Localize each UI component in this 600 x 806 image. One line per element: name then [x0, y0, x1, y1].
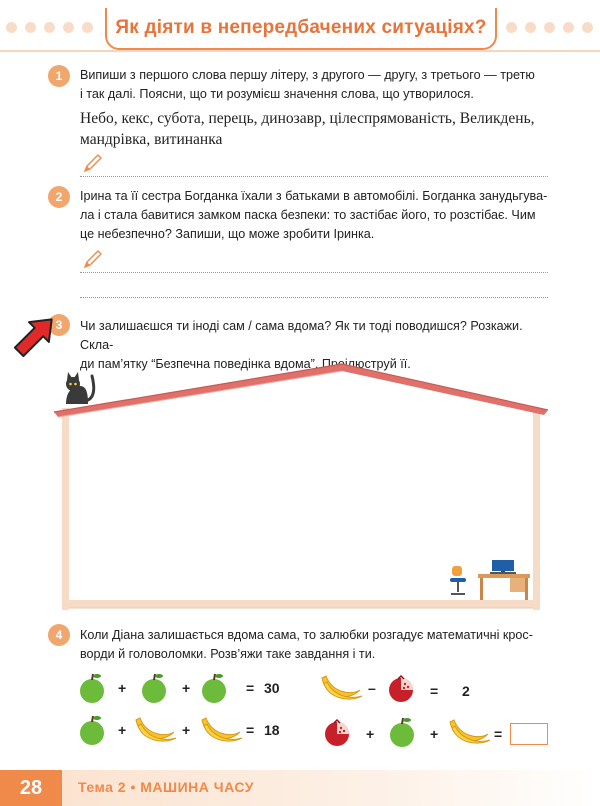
result-18: 18 [264, 722, 280, 738]
task-3-number: 3 [48, 314, 70, 336]
task-4-number: 4 [48, 624, 70, 646]
task-2-line-2: ла і стала бавитися замком паска безпеки: то застібає його, то розстібає. Чим [80, 208, 536, 222]
answer-box[interactable] [510, 723, 548, 745]
house-drawing-area[interactable] [50, 360, 550, 620]
task-1-line-2: і так далі. Поясни, що ти розумієш значення слова, що утворилося. [80, 87, 474, 101]
task-4-text [80, 626, 550, 664]
op-plus: + [118, 722, 127, 738]
answer-line-3[interactable] [80, 297, 548, 298]
footer-theme: Тема 2 • МАШИНА ЧАСУ [78, 779, 255, 795]
pomegranate-icon [322, 718, 352, 748]
header-rule [0, 50, 600, 52]
task-1-words-line-1: Небо, кекс, субота, перець, динозавр, цілеспрямованість, Великдень, [80, 110, 535, 127]
result-30: 30 [264, 680, 280, 696]
apple-icon [78, 672, 106, 704]
banana-icon [132, 712, 178, 748]
decor-dots-right [506, 22, 593, 34]
pencil-icon [82, 152, 104, 174]
banana-icon [446, 714, 492, 750]
banana-icon [198, 712, 244, 748]
apple-icon [200, 672, 228, 704]
arrow-icon [14, 306, 54, 368]
op-plus: + [182, 722, 191, 738]
task-1-words-line-2: мандрівка, витинанка [80, 131, 223, 148]
result-2: 2 [462, 683, 470, 699]
task-1-words [80, 108, 550, 150]
op-plus: + [118, 680, 127, 696]
task-2-text [80, 187, 550, 244]
banana-icon [318, 670, 364, 706]
task-2-line-3: це небезпечно? Запиши, що може зробити Іринка. [80, 227, 375, 241]
task-4-line-1: Коли Діана залишається вдома сама, то залюбки розгадує математичні крос- [80, 628, 533, 642]
title-box [105, 8, 497, 50]
op-minus: – [368, 680, 376, 696]
op-plus: + [366, 726, 375, 742]
op-plus: + [182, 680, 191, 696]
cat-icon [66, 372, 94, 404]
pencil-icon [82, 248, 104, 270]
apple-icon [388, 716, 416, 748]
task-2-number: 2 [48, 186, 70, 208]
page-title: Як діяти в непередбачених ситуаціях? [115, 17, 487, 38]
task-4-line-2: ворди й головоломки. Розв’яжи таке завдання і ти. [80, 647, 376, 661]
task-2-line-1: Ірина та її сестра Богданка їхали з батьками в автомобілі. Богданка занудьгува- [80, 189, 548, 203]
task-3-line-1: Чи залишаєшся ти іноді сам / сама вдома? Як ти тоді поводишся? Розкажи. Скла- [80, 319, 523, 352]
op-equals: = [246, 722, 255, 738]
answer-line-2[interactable] [80, 272, 548, 273]
op-plus: + [430, 726, 439, 742]
task-1-number: 1 [48, 65, 70, 87]
pomegranate-icon [386, 674, 416, 704]
task-3-line-2: ди пам’ятку “Безпечна поведінка вдома”. Проілюструй її. [80, 357, 411, 371]
task-1-text [80, 66, 550, 104]
apple-icon [78, 714, 106, 746]
op-equals: = [246, 680, 255, 696]
page-number: 28 [0, 770, 62, 806]
answer-line-1[interactable] [80, 176, 548, 177]
page-header [0, 0, 600, 58]
apple-icon [140, 672, 168, 704]
decor-dots-left [6, 22, 93, 34]
page-footer [0, 770, 600, 806]
op-equals: = [494, 726, 503, 742]
op-equals: = [430, 683, 439, 699]
task-1-line-1: Випиши з першого слова першу літеру, з другого — другу, з третього — третю [80, 68, 535, 82]
